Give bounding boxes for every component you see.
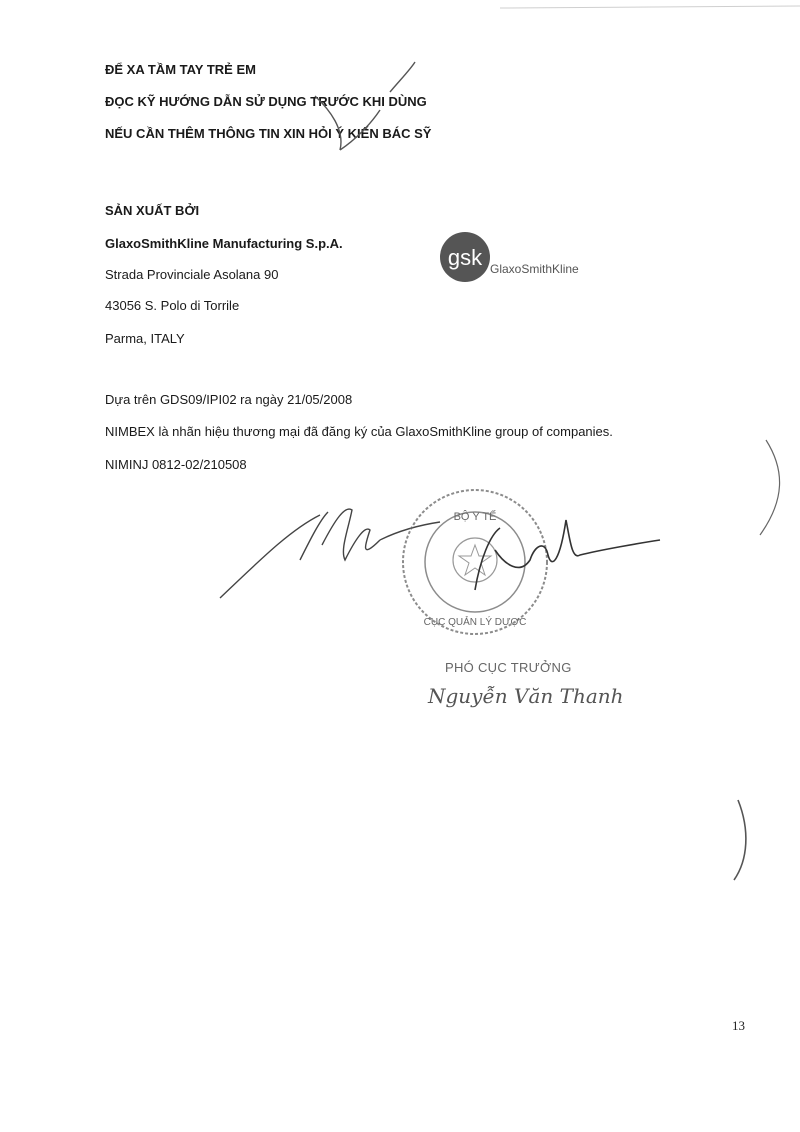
approval-title: PHÓ CỤC TRƯỞNG [445,660,572,675]
warning-keep-away-children: ĐỂ XA TẦM TAY TRẺ EM [105,62,256,77]
based-on-note: Dựa trên GDS09/IPI02 ra ngày 21/05/2008 [105,392,353,407]
top-edge-line [500,6,800,8]
gsk-logo-name: GlaxoSmithKline [490,262,579,276]
right-edge-bracket-upper [760,440,780,535]
left-signature [220,509,440,598]
stamp-text-top: BỘ Y TẾ [453,511,497,523]
stamp-text-bottom: CỤC QUẢN LÝ DƯỢC [423,617,527,628]
warning-read-instructions: ĐỌC KỸ HƯỚNG DẪN SỬ DỤNG TRƯỚC KHI DÙNG [105,94,427,109]
gsk-logo-mark: gsk [447,245,483,270]
trademark-note: NIMBEX là nhãn hiệu thương mại đã đăng ký của GlaxoSmithKline group of companies. [105,424,613,439]
manufacturer-address-line2: 43056 S. Polo di Torrile [105,298,240,313]
official-stamp [403,490,547,634]
warning-ask-doctor: NẾU CẦN THÊM THÔNG TIN XIN HỎI Ý KIẾN BÁC SỸ [105,126,432,141]
manufacturer-company: GlaxoSmithKline Manufacturing S.p.A. [105,236,343,251]
signatory-name: Nguyễn Văn Thanh [428,684,624,708]
right-edge-bracket-lower [734,800,746,880]
manufacturer-heading: SẢN XUẤT BỞI [105,203,200,218]
document-code: NIMINJ 0812-02/210508 [105,457,247,472]
manufacturer-address-line1: Strada Provinciale Asolana 90 [105,267,279,282]
page-number: 13 [732,1018,745,1033]
manufacturer-address-line3: Parma, ITALY [105,331,185,346]
right-signature [475,520,660,590]
